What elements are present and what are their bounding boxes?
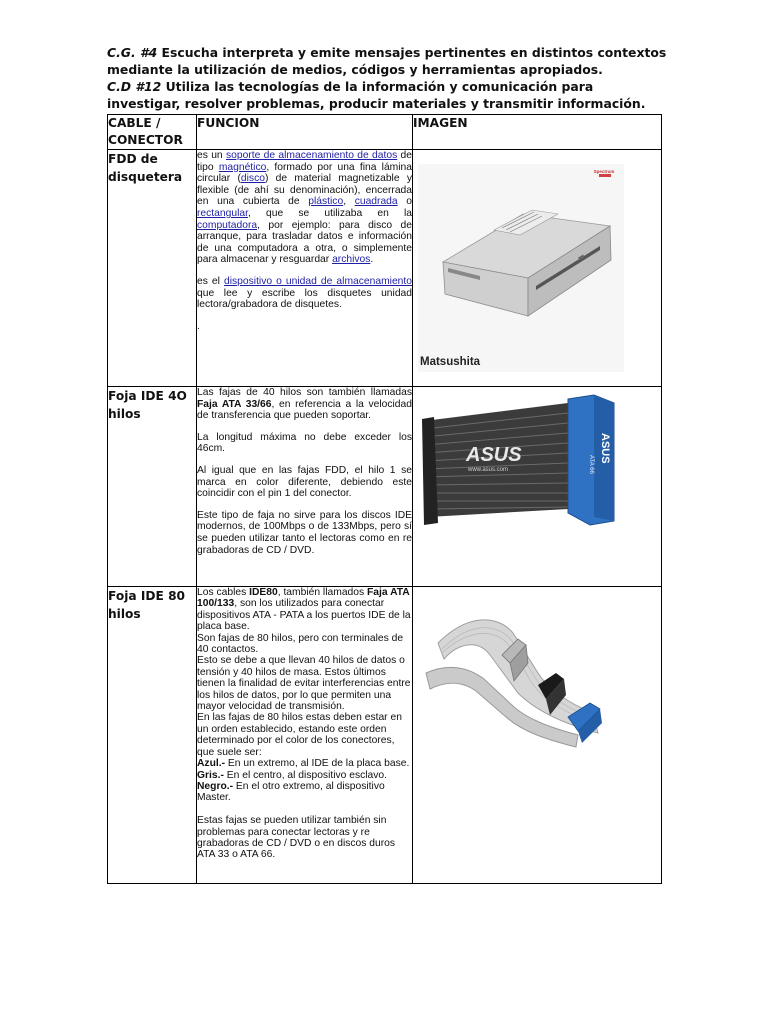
fdd-paragraph-3: . [197,320,200,332]
svg-text:ASUS: ASUS [599,433,611,464]
cable-name: FDD de disquetera [108,150,197,387]
ide-40-cable-image [418,393,622,531]
floppy-drive-image [418,164,624,372]
link-soporte[interactable]: soporte de almacenamiento de datos [225,150,398,161]
image-cell [413,387,662,587]
ide40-paragraph-2: La longitud máxima no debe exceder los 46cm. [197,431,412,455]
color-azul: Azul.- [197,758,226,770]
ide40-paragraph-4: Este tipo de faja no sirve para los discos IDE modernos, de 100Mbps o de 133Mbps, pero sí se pueden utilizar tanto el lectoras como en re grabadoras de CD / DVD. [197,509,412,556]
ide-80-cable-image [418,603,624,753]
link-archivos[interactable]: archivos [332,254,371,266]
ide80-text: Los cables IDE80, también llamados Faja ATA 100/133, son los utilizados para conectar dispositivos ATA - PATA a los puertos IDE de la placa base. Son fajas de 80 hilos, pero con terminales de 40 contactos. Esto se debe a que llevan 40 hilos de datos o tensión y 40 hilos de masa. Estos últimos tienen la finalidad de evitar interferencias entre los hilos de datos, por lo que permiten una mayor velocidad de transmisión. En las fajas de 80 hilos estas deben estar en un orden establecido, estando este orden determinado por el color de los conectores, que suele ser: Azul.- En un extremo, al IDE de la placa base. Gris.- En el centro, al dispositivo esclavo. Negro.- En el otro extremo, al dispositivo Master. Estas fajas se pueden utilizar también sin problemas para conectar lectoras y re grabadoras de CD / DVD o en discos duros ATA 33 o ATA 66. [197,587,411,861]
link-plastico[interactable]: plástico [308,196,344,208]
cables-table [107,114,662,884]
header-funcion: FUNCION [197,115,413,150]
table-header-row [108,115,662,150]
brand-mark: Spectrum [593,169,615,174]
svg-text:ATA 66: ATA 66 [588,455,594,474]
link-cuadrada[interactable]: cuadrada [354,196,398,208]
link-disco[interactable]: disco [240,173,265,185]
cd-text: Utiliza las tecnologías de la información y comunicación para investigar, resolver problemas, producir materiales y transmitir información. [107,79,646,111]
image-caption: Matsushita [420,356,481,368]
ide40-paragraph-1: Las fajas de 40 hilos son también llamadas Faja ATA 33/66, en referencia a la velocidad de transferencia que pueden soportar. [197,387,412,422]
link-magnetico[interactable]: magnético [218,161,267,173]
fdd-paragraph-2: es el dispositivo o unidad de almacenamiento que lee y escribe los disquetes unidad lectora/grabadora de disquetes. [197,275,412,311]
asus-logo: ASUS [466,444,522,466]
ide40-paragraph-3: Al igual que en las fajas FDD, el hilo 1 se marca en color diferente, debiendo este coincidir con el pin 1 del conector. [197,464,412,500]
header-imagen: IMAGEN [413,115,662,150]
competence-specific [107,78,667,112]
competence-general [107,44,667,78]
cd-tag: C.D #12 [107,79,162,94]
color-negro: Negro.- [197,780,234,792]
header-cable: CABLE / CONECTOR [108,115,197,150]
asus-url: www.asus.com [468,467,509,473]
cable-name: Foja IDE 80 hilos [108,587,197,884]
link-computadora[interactable]: computadora [197,219,258,231]
color-gris: Gris.- [197,769,224,781]
document-header [107,44,667,112]
table-row [108,387,662,587]
function-cell [197,150,413,387]
cg-tag: C.G. #4 [107,45,158,60]
function-cell [197,587,413,884]
function-cell [197,387,413,587]
image-cell [413,587,662,884]
image-cell [413,150,662,387]
cable-name: Foja IDE 4O hilos [108,387,197,587]
fdd-paragraph-1: es un soporte de almacenamiento de datos de tipo magnético, formado por una fina lámina circular (disco) de material magnetizable y flexible (de ahí su denominación), encerrada en una cubierta de plástico, cuadrada o rectangular, que se utilizaba en la computadora, por ejemplo: para disco de arranque, para trasladar datos e información de una computadora a otra, o simplemente para almacenar y resguardar archivos. [197,150,412,266]
cg-text: Escucha interpreta y emite mensajes pertinentes en distintos contextos mediante la utilización de medios, códigos y herramientas apropiados. [107,45,667,77]
table-row [108,587,662,884]
link-rectangular[interactable]: rectangular [197,207,248,219]
table-row [108,150,662,387]
link-dispositivo[interactable]: dispositivo o unidad de almacenamiento [224,275,412,287]
